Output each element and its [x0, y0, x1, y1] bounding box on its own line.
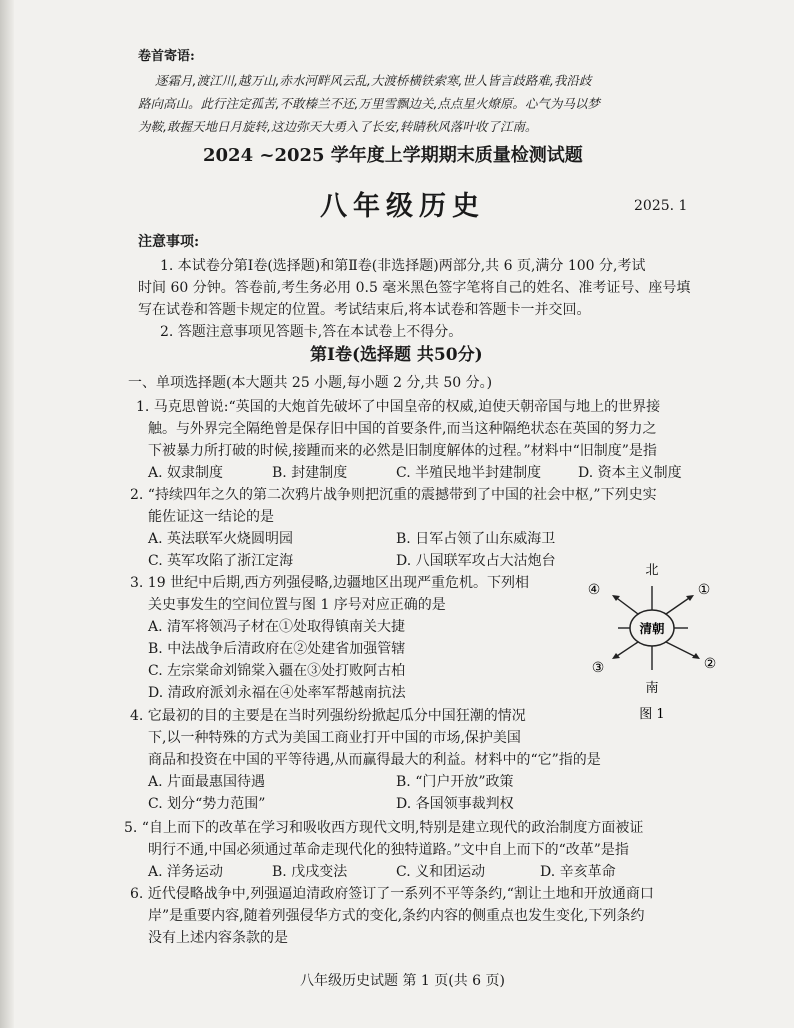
notes-line: 1. 本试卷分第Ⅰ卷(选择题)和第Ⅱ卷(非选择题)两部分,共 6 页,满分 100 分,考试 — [160, 258, 646, 274]
q2-option-d: D. 八国联军攻占大沽炮台 — [396, 553, 556, 569]
figure-1-compass-diagram — [576, 558, 736, 738]
figure-center-label: 清朝 — [639, 621, 665, 636]
subject-title: 八年级历史 — [320, 191, 485, 222]
epigraph-line: 为鞍,敢握天地日月旋转,这边弥天大勇入了长安,转睛秋风落叶收了江南。 — [138, 119, 538, 134]
q4-option-b: B. “门户开放”政策 — [396, 774, 514, 790]
q5-option-b: B. 戊戌变法 — [272, 864, 348, 880]
q4-stem: 4. 它最初的目的主要是在当时列强纷纷掀起瓜分中国狂潮的情况 — [130, 708, 526, 724]
q1-stem: 1. 马克思曾说:“英国的大炮首先破坏了中国皇帝的权威,迫使天朝帝国与地上的世界接 — [136, 399, 661, 415]
q3-option-b: B. 中法战争后清政府在②处建省加强管辖 — [148, 641, 406, 657]
figure-marker-2: ② — [703, 656, 717, 672]
q6-stem: 没有上述内容条款的是 — [148, 930, 288, 946]
notes-line: 时间 60 分钟。答卷前,考生务必用 0.5 毫米黑色签字笔将自己的姓名、准考证号、座号填 — [138, 280, 691, 296]
q3-option-a: A. 清军将领冯子材在①处取得镇南关大捷 — [148, 619, 406, 635]
notes-line: 写在试卷和答题卡规定的位置。考试结束后,将本试卷和答题卡一并交回。 — [138, 302, 591, 318]
figure-marker-3: ③ — [591, 660, 605, 676]
q2-option-a: A. 英法联军火烧圆明园 — [148, 531, 294, 547]
figure-caption: 图 1 — [639, 707, 665, 722]
q4-stem: 下,以一种特殊的方式为美国工商业打开中国的市场,保护美国 — [148, 730, 521, 746]
figure-north-label: 北 — [645, 563, 659, 578]
q5-stem: 明行不通,中国必须通过革命走现代化的独特道路。”文中自上而下的“改革”是指 — [148, 842, 629, 858]
exam-date: 2025. 1 — [634, 198, 688, 214]
q2-option-c: C. 英军攻陷了浙江定海 — [148, 553, 294, 569]
q4-stem: 商品和投资在中国的平等待遇,从而赢得最大的利益。材料中的“它”指的是 — [148, 752, 601, 768]
q3-stem: 关史事发生的空间位置与图 1 序号对应正确的是 — [148, 597, 446, 613]
q6-stem: 岸”是重要内容,随着列强侵华方式的变化,条约内容的侧重点也发生变化,下列条约 — [148, 908, 645, 924]
q5-option-a: A. 洋务运动 — [148, 864, 224, 880]
q3-option-c: C. 左宗棠命刘锦棠入疆在③处打败阿古柏 — [148, 663, 406, 679]
q1-option-d: D. 资本主义制度 — [578, 465, 682, 481]
epigraph-line: 路向高山。此行注定孤苦,不敢榛兰不还,万里雪飘边关,点点星火燎原。心气为马以梦 — [138, 96, 600, 111]
figure-south-label: 南 — [645, 681, 659, 696]
section-subtitle: 一、单项选择题(本大题共 25 小题,每小题 2 分,共 50 分。) — [128, 375, 493, 391]
q2-stem: 能佐证这一结论的是 — [148, 509, 274, 525]
q6-stem: 6. 近代侵略战争中,列强逼迫清政府签订了一系列不平等条约,“割让土地和开放通商口 — [130, 886, 654, 902]
exam-title: 2024 ~2025 学年度上学期期末质量检测试题 — [203, 145, 583, 166]
epigraph-title: 卷首寄语: — [138, 49, 195, 64]
q5-option-d: D. 辛亥革命 — [540, 864, 616, 880]
q3-stem: 3. 19 世纪中后期,西方列强侵略,边疆地区出现严重危机。下列相 — [130, 575, 529, 591]
section-title: 第Ⅰ卷(选择题 共50分) — [310, 345, 483, 365]
q2-stem: 2. “持续四年之久的第二次鸦片战争则把沉重的震撼带到了中国的社会中枢,”下列史实 — [130, 487, 657, 503]
q3-option-d: D. 清政府派刘永福在④处率军帮越南抗法 — [148, 685, 406, 701]
figure-marker-4: ④ — [587, 582, 601, 598]
q2-option-b: B. 日军占领了山东威海卫 — [396, 531, 556, 547]
q4-option-a: A. 片面最惠国待遇 — [148, 774, 266, 790]
q5-stem: 5. “自上而下的改革在学习和吸收西方现代文明,特别是建立现代的政治制度方面被证 — [124, 820, 644, 836]
q5-option-c: C. 义和团运动 — [396, 864, 486, 880]
scan-edge-shadow — [0, 0, 14, 1028]
q1-option-a: A. 奴隶制度 — [148, 465, 224, 481]
q1-option-c: C. 半殖民地半封建制度 — [396, 465, 542, 481]
notes-title: 注意事项: — [138, 234, 200, 250]
q4-option-d: D. 各国领事裁判权 — [396, 796, 514, 812]
figure-marker-1: ① — [697, 582, 711, 598]
q1-stem: 下被暴力所打破的时候,接踵而来的必然是旧制度解体的过程。”材料中“旧制度”是指 — [148, 443, 657, 459]
notes-line: 2. 答题注意事项见答题卡,答在本试卷上不得分。 — [160, 324, 463, 340]
q1-stem: 触。与外界完全隔绝曾是保存旧中国的首要条件,而当这种隔绝状态在英国的努力之 — [148, 421, 657, 437]
q1-option-b: B. 封建制度 — [272, 465, 348, 481]
q4-option-c: C. 划分“势力范围” — [148, 796, 266, 812]
epigraph-line: 逐霜月,渡江川,越万山,赤水河畔风云乱,大渡桥横铁索寒,世人皆言歧路难,我沿歧 — [155, 73, 592, 88]
page-footer: 八年级历史试题 第 1 页(共 6 页) — [300, 973, 505, 989]
